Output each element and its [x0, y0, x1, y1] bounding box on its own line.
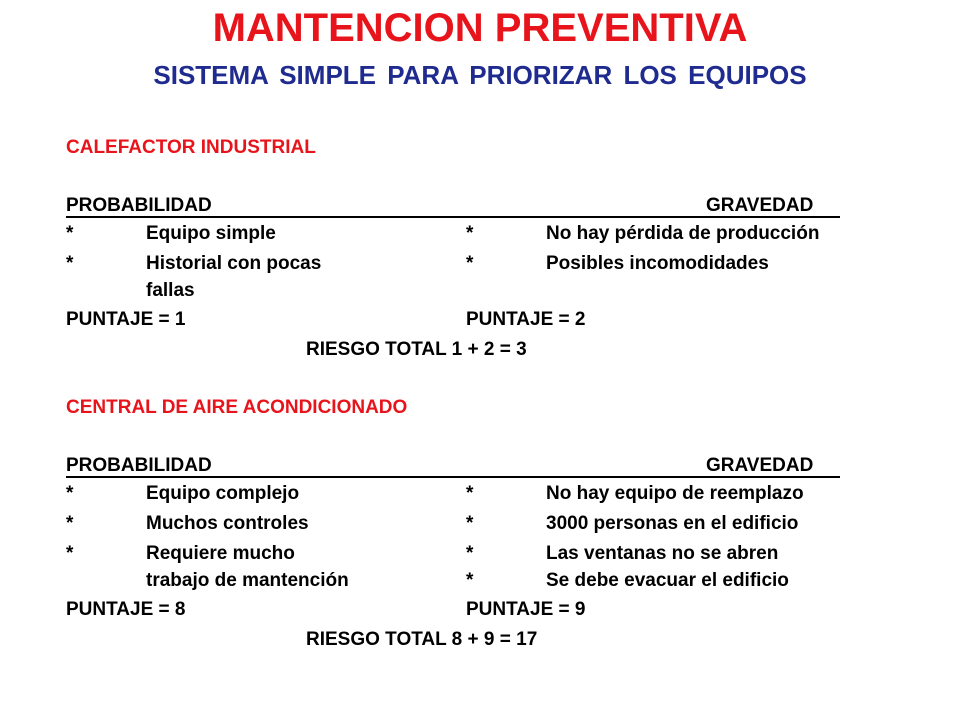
section2-grav-bullet-3: * — [466, 543, 474, 564]
section2-grav-bullet-2: * — [466, 513, 474, 534]
section1-prob-item-3: fallas — [146, 280, 195, 301]
section2-grav-item-4: Se debe evacuar el edificio — [546, 570, 789, 591]
section1-header-rule — [66, 216, 840, 218]
section2-grav-bullet-4: * — [466, 570, 474, 591]
section2-grav-label: GRAVEDAD — [706, 455, 814, 476]
section2-prob-item-4: trabajo de mantención — [146, 570, 349, 591]
section1-prob-item-1: Equipo simple — [146, 223, 276, 244]
section1-grav-score: PUNTAJE = 2 — [466, 309, 586, 330]
section1-prob-bullet-2: * — [66, 253, 74, 274]
section1-grav-label: GRAVEDAD — [706, 195, 814, 216]
section2-prob-bullet-2: * — [66, 513, 74, 534]
section1-total: RIESGO TOTAL 1 + 2 = 3 — [306, 339, 527, 360]
section2-prob-bullet-3: * — [66, 543, 74, 564]
section2-prob-item-1: Equipo complejo — [146, 483, 300, 504]
section2-grav-item-2: 3000 personas en el edificio — [546, 513, 799, 534]
section2-grav-item-1: No hay equipo de reemplazo — [546, 483, 804, 504]
section1-prob-label: PROBABILIDAD — [66, 195, 212, 216]
section2-grav-bullet-1: * — [466, 483, 474, 504]
section2-grav-score: PUNTAJE = 9 — [466, 599, 586, 620]
section2-prob-item-2: Muchos controles — [146, 513, 309, 534]
section1-prob-score: PUNTAJE = 1 — [66, 309, 186, 330]
section2-header-rule — [66, 476, 840, 478]
page-title: MANTENCION PREVENTIVA — [212, 6, 748, 50]
section1-prob-item-2: Historial con pocas — [146, 253, 322, 274]
section2-heading: CENTRAL DE AIRE ACONDICIONADO — [66, 397, 408, 418]
section1-grav-bullet-1: * — [466, 223, 474, 244]
section1-grav-item-2: Posibles incomodidades — [546, 253, 769, 274]
page-subtitle: SISTEMA SIMPLE PARA PRIORIZAR LOS EQUIPOS — [153, 60, 807, 90]
section2-prob-bullet-1: * — [66, 483, 74, 504]
section1-heading: CALEFACTOR INDUSTRIAL — [66, 137, 316, 158]
section2-total: RIESGO TOTAL 8 + 9 = 17 — [306, 629, 538, 650]
section2-prob-score: PUNTAJE = 8 — [66, 599, 186, 620]
section2-grav-item-3: Las ventanas no se abren — [546, 543, 779, 564]
section1-prob-bullet-1: * — [66, 223, 74, 244]
section1-grav-bullet-2: * — [466, 253, 474, 274]
section2-prob-item-3: Requiere mucho — [146, 543, 295, 564]
section1-grav-item-1: No hay pérdida de producción — [546, 223, 820, 244]
section2-prob-label: PROBABILIDAD — [66, 455, 212, 476]
